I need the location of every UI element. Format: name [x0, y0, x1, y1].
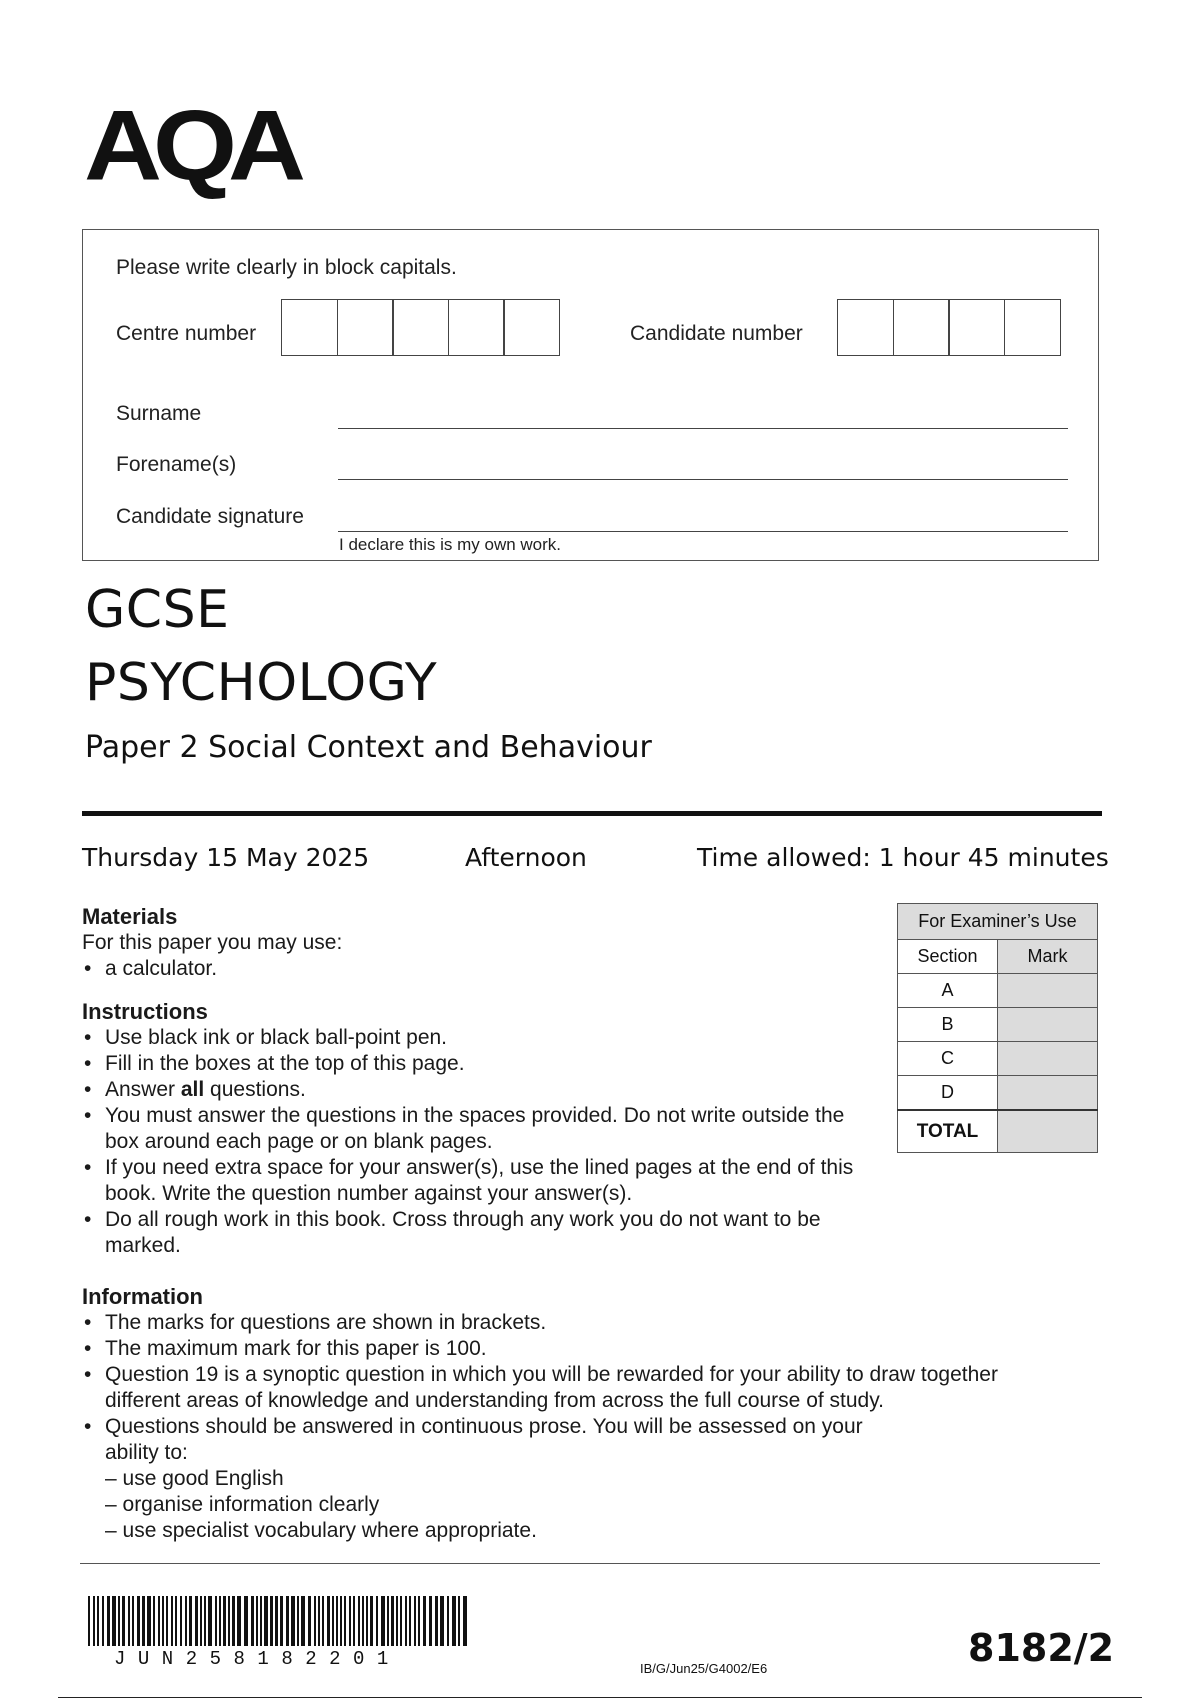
exam-date: Thursday 15 May 2025	[82, 843, 370, 872]
page-bottom-rule	[58, 1697, 1142, 1698]
block-capitals-instruction: Please write clearly in block capitals.	[116, 256, 457, 279]
instructions-section	[82, 998, 872, 1259]
information-item: • The maximum mark for this paper is 100.	[82, 1336, 1052, 1362]
section-column-header: Section	[898, 940, 998, 974]
qualification-title: GCSE	[85, 580, 230, 640]
information-item: • Questions should be answered in continuous prose. You will be assessed on your ability to:	[82, 1414, 890, 1466]
section-label: A	[898, 974, 998, 1008]
total-label: TOTAL	[898, 1110, 998, 1153]
forename-line[interactable]	[338, 479, 1068, 480]
candidate-number-label: Candidate number	[630, 322, 803, 345]
information-item: • Question 19 is a synoptic question in which you will be rewarded for your ability to draw together different areas of knowledge and understanding from across the full course of study.	[82, 1362, 1052, 1414]
instruction-item	[82, 1077, 872, 1103]
barcode-number: JUN258182201	[114, 1648, 401, 1670]
instruction-item: • Do all rough work in this book. Cross through any work you do not want to be marked.	[82, 1207, 872, 1259]
answer-suffix: questions.	[204, 1078, 306, 1101]
title-divider	[82, 811, 1102, 816]
centre-number-boxes	[281, 299, 560, 356]
section-label: D	[898, 1076, 998, 1111]
instruction-item: • Fill in the boxes at the top of this page.	[82, 1051, 872, 1077]
examiner-use-table	[897, 903, 1098, 1153]
instruction-item: • If you need extra space for your answer(s), use the lined pages at the end of this book. Write the question number against your answer(s).	[82, 1155, 872, 1207]
candidate-number-digit-box[interactable]	[837, 299, 894, 356]
mark-cell	[998, 1042, 1098, 1076]
paper-title: Paper 2 Social Context and Behaviour	[85, 730, 652, 765]
signature-line[interactable]	[338, 531, 1068, 532]
materials-section	[82, 903, 342, 982]
section-label: C	[898, 1042, 998, 1076]
answer-prefix: Answer	[105, 1078, 181, 1101]
materials-intro: For this paper you may use:	[82, 931, 343, 954]
candidate-number-digit-box[interactable]	[1004, 299, 1061, 356]
candidate-number-boxes	[837, 299, 1061, 356]
signature-label: Candidate signature	[116, 505, 304, 528]
section-label: B	[898, 1008, 998, 1042]
instruction-item: • You must answer the questions in the spaces provided. Do not write outside the box around each page or on blank pages.	[82, 1103, 872, 1155]
instructions-heading: Instructions	[82, 999, 208, 1024]
information-section	[82, 1283, 1052, 1544]
document-reference: IB/G/Jun25/G4002/E6	[640, 1661, 768, 1676]
centre-number-digit-box[interactable]	[281, 299, 338, 356]
centre-number-digit-box[interactable]	[448, 299, 505, 356]
examiner-table-title: For Examiner’s Use	[898, 904, 1098, 940]
aqa-logo: AQA	[84, 89, 297, 201]
surname-label: Surname	[116, 402, 202, 425]
mark-cell	[998, 1008, 1098, 1042]
time-allowed: Time allowed: 1 hour 45 minutes	[697, 843, 1109, 872]
mark-column-header: Mark	[998, 940, 1098, 974]
information-item: • The marks for questions are shown in brackets.	[82, 1310, 1052, 1336]
subject-title: PSYCHOLOGY	[85, 653, 438, 713]
declaration-text: I declare this is my own work.	[339, 535, 562, 554]
centre-number-digit-box[interactable]	[392, 299, 449, 356]
information-subitem: – organise information clearly	[105, 1493, 380, 1516]
footer-divider	[80, 1563, 1100, 1564]
candidate-number-digit-box[interactable]	[893, 299, 950, 356]
information-heading: Information	[82, 1284, 203, 1309]
exam-session: Afternoon	[465, 843, 587, 872]
centre-number-label: Centre number	[116, 322, 257, 345]
total-mark-cell	[998, 1110, 1098, 1153]
materials-item: • a calculator.	[82, 956, 342, 982]
forename-label: Forename(s)	[116, 453, 237, 476]
instruction-item: • Use black ink or black ball-point pen.	[82, 1025, 872, 1051]
candidate-details-box	[82, 229, 1099, 561]
paper-code: 8182/2	[968, 1626, 1115, 1670]
surname-line[interactable]	[338, 428, 1068, 429]
materials-heading: Materials	[82, 904, 178, 929]
centre-number-digit-box[interactable]	[503, 299, 560, 356]
barcode-image	[88, 1596, 474, 1646]
centre-number-digit-box[interactable]	[337, 299, 394, 356]
mark-cell	[998, 974, 1098, 1008]
information-subitem: – use good English	[105, 1467, 284, 1490]
information-subitem: – use specialist vocabulary where appropriate.	[105, 1519, 537, 1542]
mark-cell	[998, 1076, 1098, 1111]
answer-emphasis: all	[180, 1078, 205, 1101]
candidate-number-digit-box[interactable]	[948, 299, 1005, 356]
